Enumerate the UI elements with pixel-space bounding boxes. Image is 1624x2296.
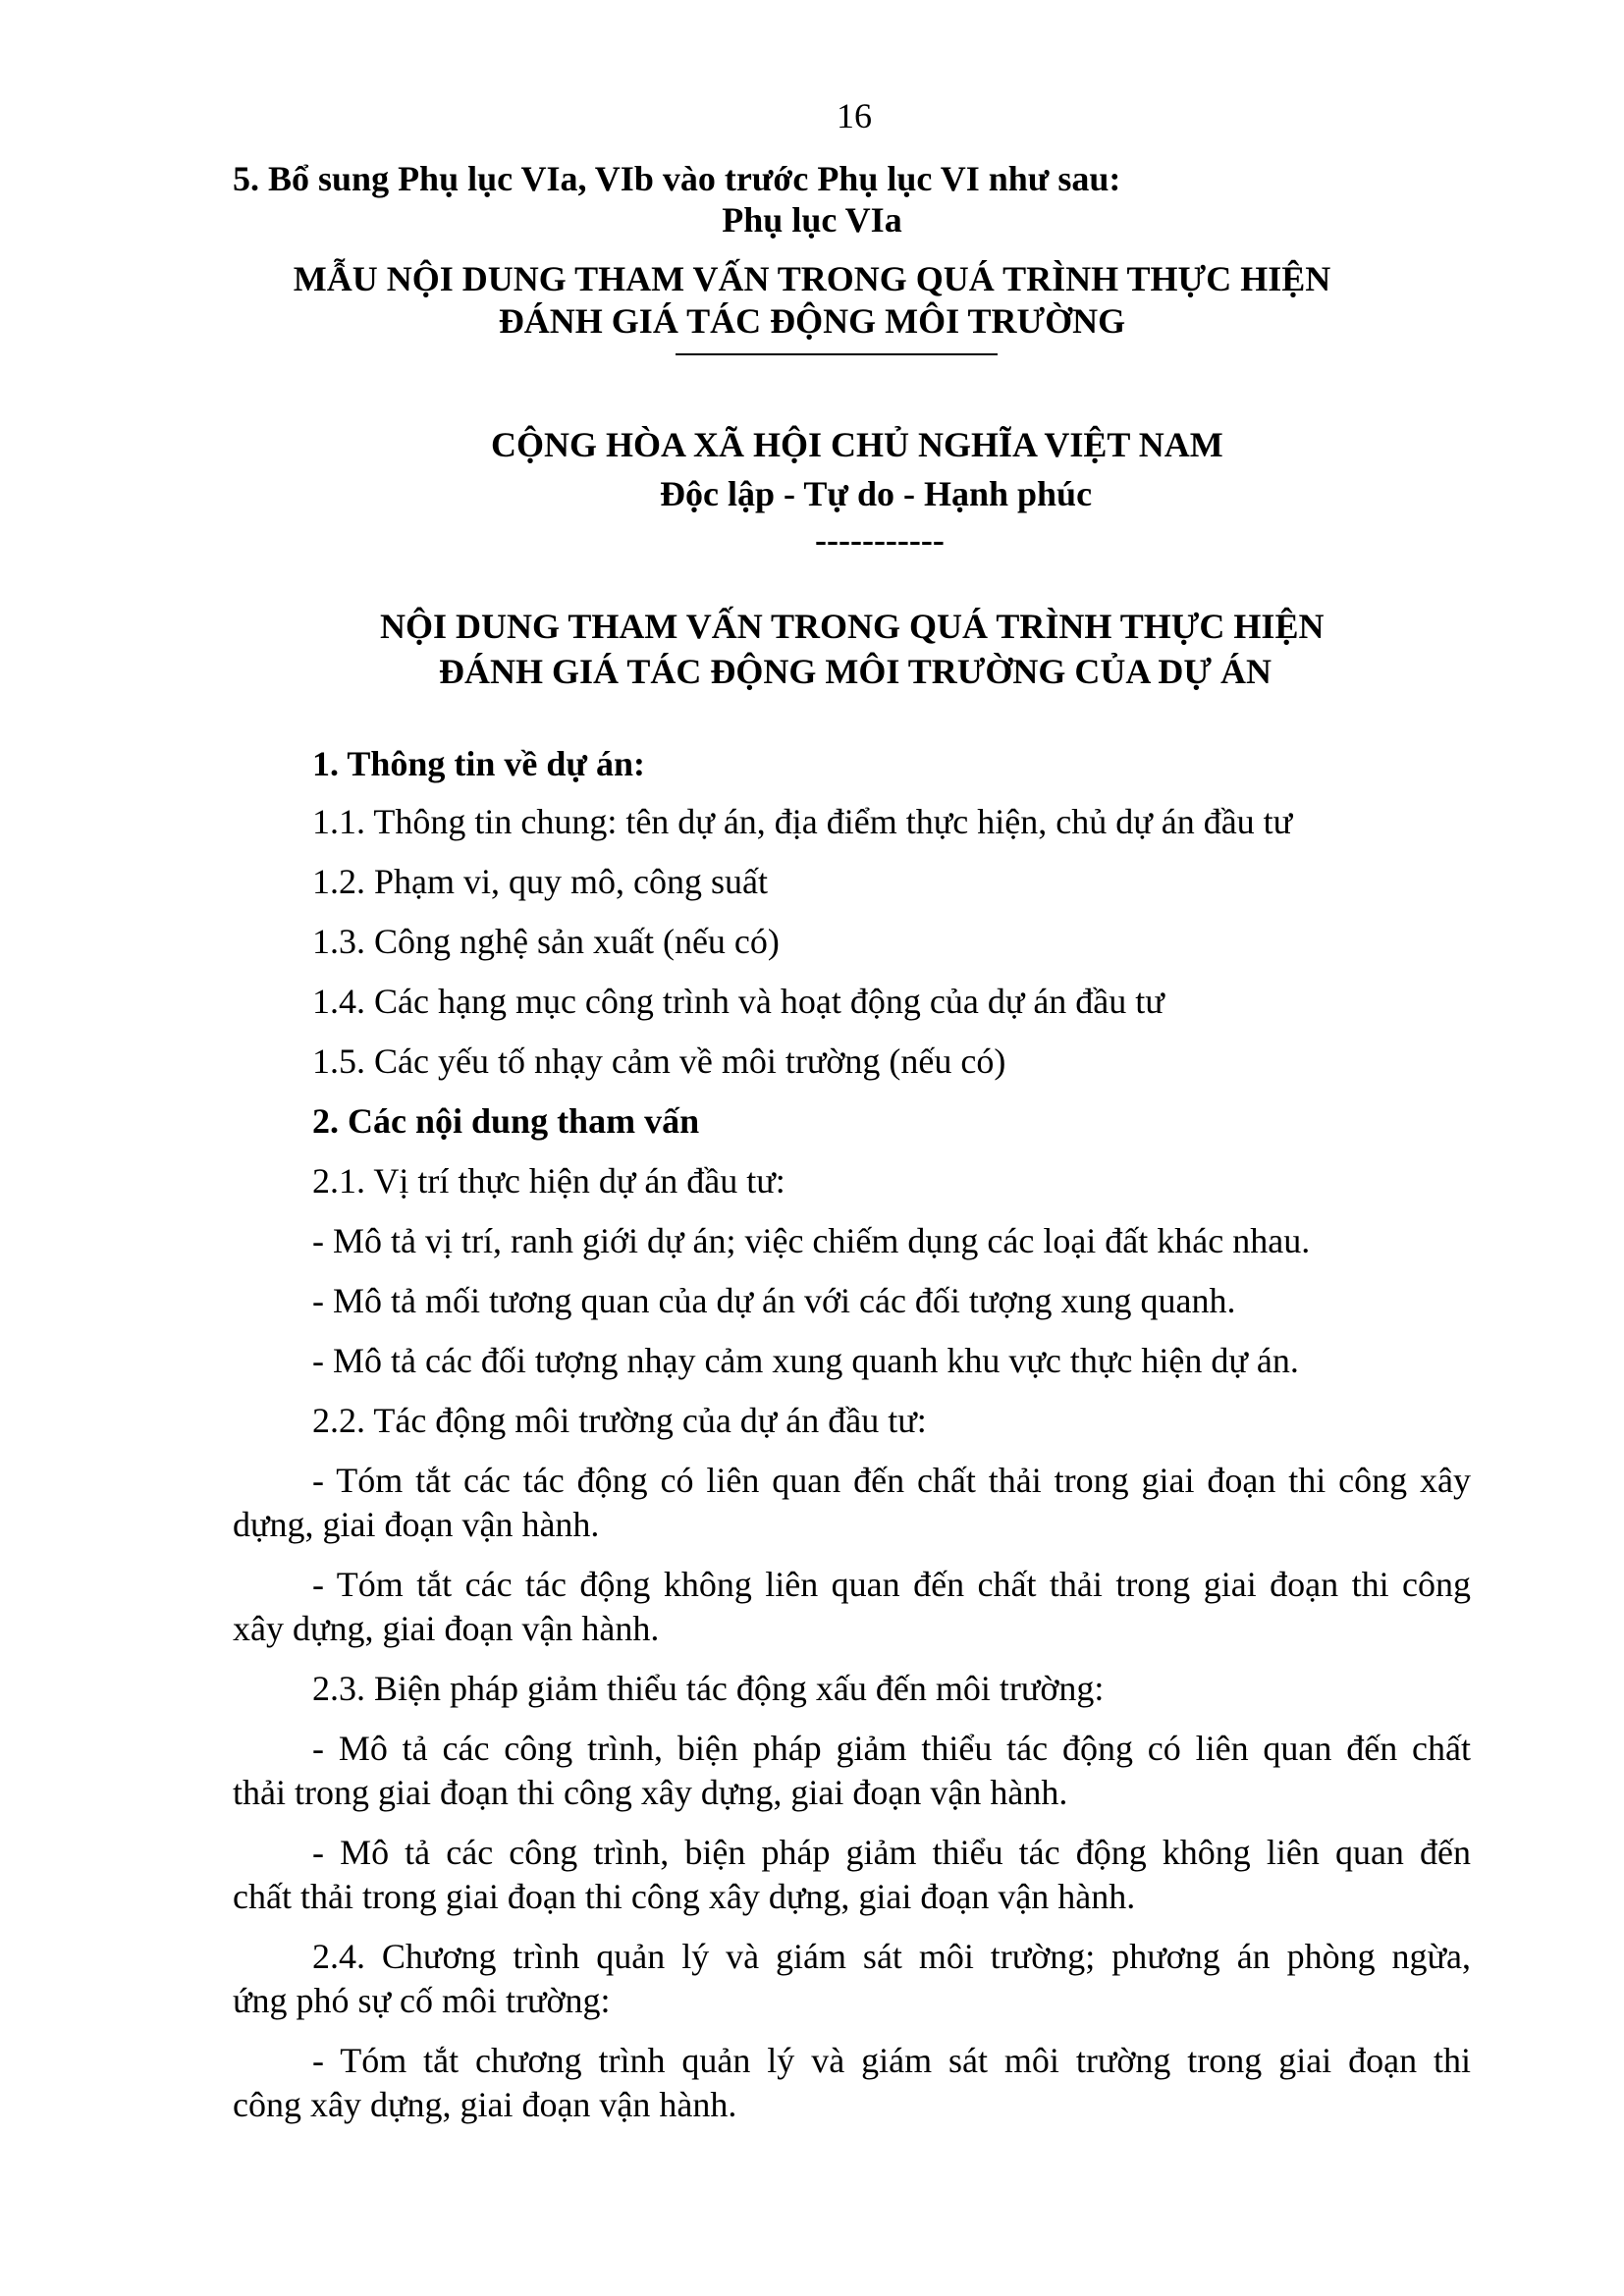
subsection-2-1-title: 2.1. Vị trí thực hiện dự án đầu tư: bbox=[312, 1161, 785, 1201]
subsection-2-4-title-line-1: 2.4. Chương trình quản lý và giám sát môi trường; phương án phòng ngừa, bbox=[312, 1937, 1471, 1976]
subsection-2-3-item-1-line-2: thải trong giai đoạn thi công xây dựng, giai đoạn vận hành. bbox=[233, 1773, 1068, 1812]
subsection-2-3-item-1-line-1: - Mô tả các công trình, biện pháp giảm thiểu tác động có liên quan đến chất bbox=[312, 1729, 1471, 1768]
handwritten-underline bbox=[676, 353, 998, 355]
page-number: 16 bbox=[837, 96, 872, 135]
section-1-title: 1. Thông tin về dự án: bbox=[312, 744, 646, 783]
section-1-item: 1.4. Các hạng mục công trình và hoạt động của dự án đầu tư bbox=[312, 982, 1164, 1021]
subsection-2-1-item: - Mô tả mối tương quan của dự án với các đối tượng xung quanh. bbox=[312, 1281, 1236, 1320]
section-1-item: 1.5. Các yếu tố nhạy cảm về môi trường (nếu có) bbox=[312, 1041, 1006, 1081]
section-1-item: 1.2. Phạm vi, quy mô, công suất bbox=[312, 862, 768, 901]
document-title-line-2: ĐÁNH GIÁ TÁC ĐỘNG MÔI TRƯỜNG CỦA DỰ ÁN bbox=[439, 652, 1272, 691]
subsection-2-4-item-1-line-2: công xây dựng, giai đoạn vận hành. bbox=[233, 2085, 737, 2124]
subsection-2-3-item-2-line-2: chất thải trong giai đoạn thi công xây dựng, giai đoạn vận hành. bbox=[233, 1877, 1136, 1916]
subsection-2-2-item-2-line-1: - Tóm tắt các tác động không liên quan đến chất thải trong giai đoạn thi công bbox=[312, 1565, 1471, 1604]
subsection-2-2-item-2-line-2: xây dựng, giai đoạn vận hành. bbox=[233, 1609, 660, 1648]
subsection-2-2-item-1-line-2: dựng, giai đoạn vận hành. bbox=[233, 1505, 600, 1544]
amendment-intro: 5. Bổ sung Phụ lục VIa, VIb vào trước Phụ lục VI như sau: bbox=[233, 159, 1121, 198]
subsection-2-4-title-line-2: ứng phó sự cố môi trường: bbox=[233, 1981, 611, 2020]
form-title-line-1: MẪU NỘI DUNG THAM VẤN TRONG QUÁ TRÌNH THỰC HIỆN bbox=[293, 259, 1331, 298]
subsection-2-3-title: 2.3. Biện pháp giảm thiểu tác động xấu đến môi trường: bbox=[312, 1669, 1105, 1708]
subsection-2-2-title: 2.2. Tác động môi trường của dự án đầu tư: bbox=[312, 1401, 927, 1440]
appendix-label: Phụ lục VIa bbox=[722, 200, 902, 240]
subsection-2-3-item-2-line-1: - Mô tả các công trình, biện pháp giảm thiểu tác động không liên quan đến bbox=[312, 1833, 1471, 1872]
subsection-2-1-item: - Mô tả các đối tượng nhạy cảm xung quanh khu vực thực hiện dự án. bbox=[312, 1341, 1299, 1380]
subsection-2-4-item-1-line-1: - Tóm tắt chương trình quản lý và giám sát môi trường trong giai đoạn thi bbox=[312, 2041, 1471, 2080]
national-title: CỘNG HÒA XÃ HỘI CHỦ NGHĨA VIỆT NAM bbox=[491, 425, 1223, 464]
national-motto: Độc lập - Tự do - Hạnh phúc bbox=[660, 474, 1093, 513]
section-1-item: 1.1. Thông tin chung: tên dự án, địa điểm thực hiện, chủ dự án đầu tư bbox=[312, 802, 1293, 841]
form-title-line-2: ĐÁNH GIÁ TÁC ĐỘNG MÔI TRƯỜNG bbox=[498, 301, 1126, 341]
motto-divider: ----------- bbox=[815, 520, 945, 560]
section-2-title: 2. Các nội dung tham vấn bbox=[312, 1101, 700, 1141]
section-1-item: 1.3. Công nghệ sản xuất (nếu có) bbox=[312, 922, 780, 961]
subsection-2-1-item: - Mô tả vị trí, ranh giới dự án; việc chiếm dụng các loại đất khác nhau. bbox=[312, 1221, 1311, 1260]
subsection-2-2-item-1-line-1: - Tóm tắt các tác động có liên quan đến chất thải trong giai đoạn thi công xây bbox=[312, 1461, 1471, 1500]
document-title-line-1: NỘI DUNG THAM VẤN TRONG QUÁ TRÌNH THỰC HIỆN bbox=[380, 607, 1325, 646]
